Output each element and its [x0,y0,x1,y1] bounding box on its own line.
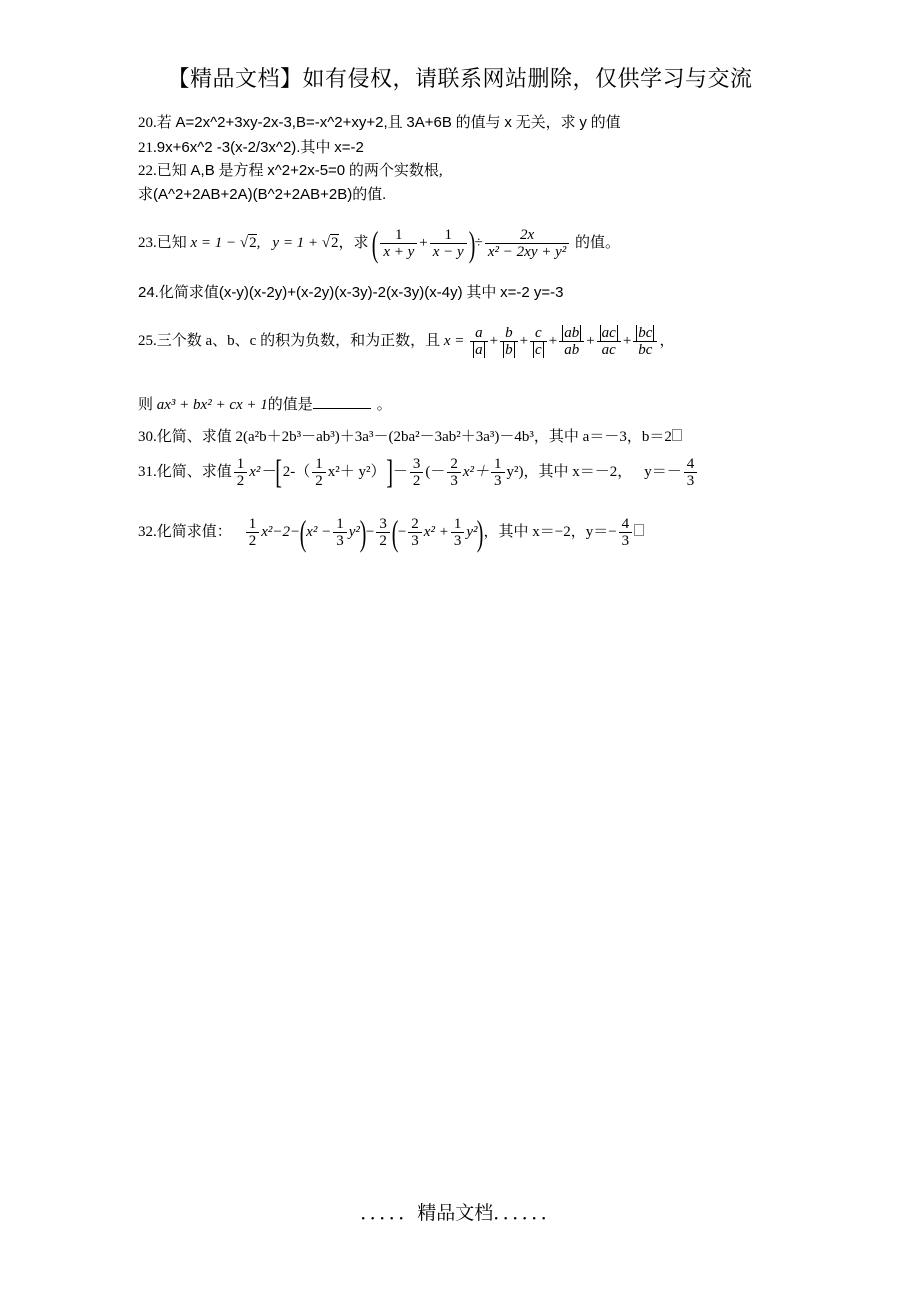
fraction: $\frac{2}{3}$ [408,516,422,549]
fraction: $\frac{1}{3}$ [451,516,465,549]
fraction: $\frac{c}{c}$ [530,325,547,358]
fraction: $\frac{1}{2}$ [234,456,248,489]
fraction: $\frac{1}{x + y}$ [380,227,417,260]
fraction: $\frac{3}{2}$ [376,516,390,549]
fraction: $\frac{1}{3}$ [333,516,347,549]
fraction: $\frac{1}{3}$ [491,456,505,489]
problem-31: 31.化简、求值 $\frac{1}{2}$ x²－[2-（ $\frac{1}{2}$ x²＋ y²）]－ $\frac{3}{2}$ (－ $\frac{2}{3}$ x²＋ $\frac{1}{3}$ y²)，其中 x＝－2， y＝－ $\frac{4}{3}$ [138,448,699,496]
problem-22-line-2: 求(A^2+2AB+2A)(B^2+2AB+2B)的值. [138,186,386,203]
sqrt-sign: √ [239,235,249,251]
problem-20: 20.若 A=2x^2+3xy-2x-3,B=-x^2+xy+2,且 3A+6B 的值与 x 无关，求 y 的值 [138,114,621,131]
fraction: $\frac{1}{x - y}$ [430,227,467,260]
sqrt-sign: √ [321,235,331,251]
problem-24: 24.化简求值(x-y)(x-2y)+(x-2y)(x-3y)-2(x-3y)(x-4y) 其中 x=-2 y=-3 [138,284,564,301]
fraction: $\frac{4}{3}$ [619,516,633,549]
problem-25: 25.三个数 a、b、c 的积为负数，和为正数，且 x = $\frac{a}{a}$ + $\frac{b}{b}$ + $\frac{c}{c}$ + $\frac{ab}{ab}$ + $\frac{ac}{ac}$ + $\frac{bc}{bc}$ ， [138,325,675,359]
problem-22: 22.已知 A,B 是方程 x^2+2x-5=0 的两个实数根, [138,162,443,179]
problem-23: 23.已知 x = 1 − √2, y = 1 + √2，求 ( $\frac{1}{x + y}$ + $\frac{1}{x - y}$ )÷ $\frac{2x}{\text{x² − 2xy + y²}}$ 的值。 [138,223,621,264]
fraction: $\frac{ab}{ab}$ [559,325,584,358]
problem-30: 30.化简、求值 2(a²b＋2b³－ab³)＋3a³－(2ba²－3ab²＋3a³)－4b³，其中 a＝－3，b＝2 [138,428,682,446]
fraction: $\frac{ac}{ac}$ [597,325,621,358]
fraction: $\frac{3}{2}$ [410,456,424,489]
problem-32: 32.化简求值： $\frac{1}{2}$ x²−2−(x² − $\frac{1}{3}$ y²)− $\frac{3}{2}$ (− $\frac{2}{3}$ x² + $\frac{1}{3}$ y²)，其中 x＝−2，y＝− $\frac{4}{3}$ [138,508,644,556]
fraction: $\frac{1}{2}$ [246,516,260,549]
document-footer: ．．．．．精品文档．．．．．． [360,1203,560,1224]
fraction: $\frac{a}{a}$ [470,325,488,358]
fraction: $\frac{b}{b}$ [500,325,518,358]
missing-glyph-box [672,429,682,441]
problem-25-line-2: 则 ax³ + bx² + cx + 1的值是 。 [138,394,392,414]
problem-21: 21.9x+6x^2 -3(x-2/3x^2).其中 x=-2 [138,139,364,156]
fraction: $\frac{2}{3}$ [447,456,461,489]
fraction: $\frac{1}{2}$ [312,456,326,489]
answer-blank [313,394,371,409]
missing-glyph-box [634,524,644,536]
fraction: $\frac{bc}{bc}$ [633,325,657,358]
document-header: 【精品文档】如有侵权，请联系网站删除，仅供学习与交流 [167,66,753,91]
fraction: $\frac{4}{3}$ [684,456,698,489]
fraction: $\frac{2x}{\text{x² − 2xy + y²}}$ [485,227,569,260]
